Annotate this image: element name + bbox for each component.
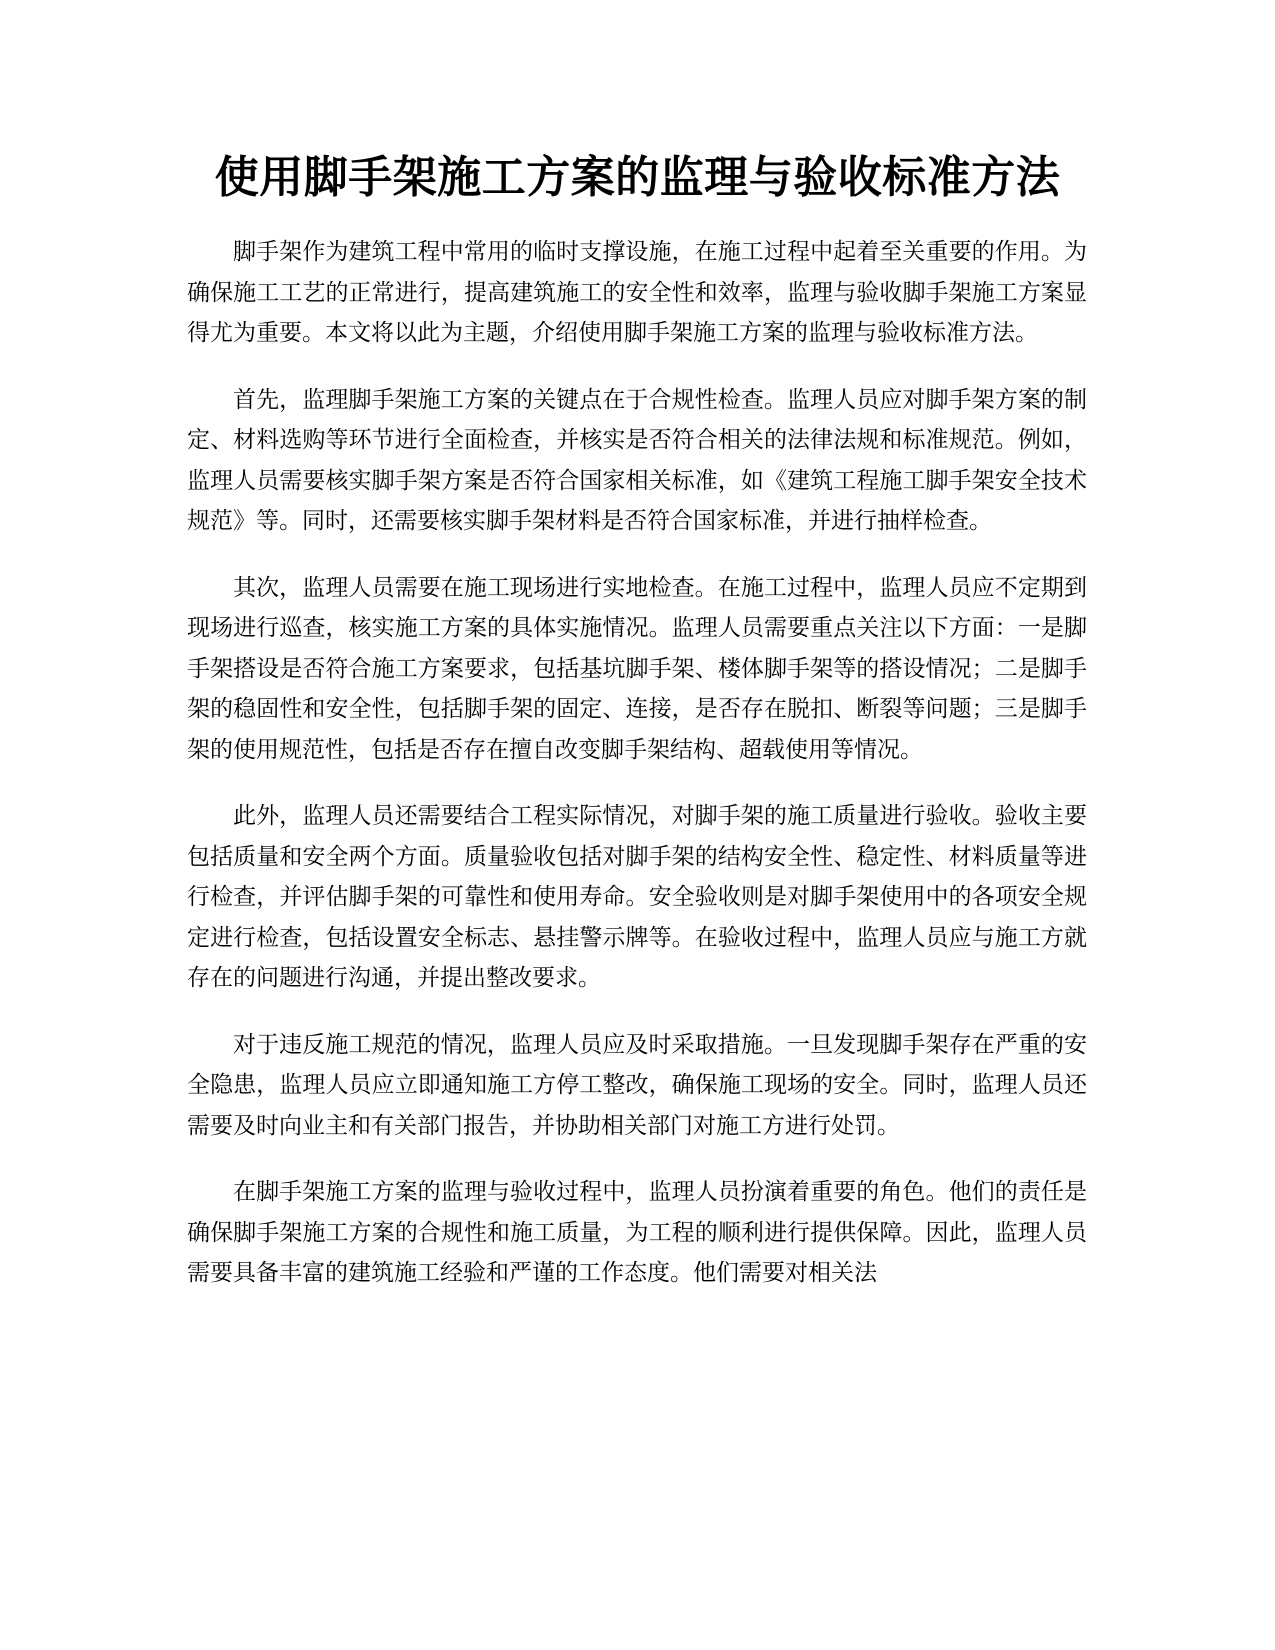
document-body	[187, 232, 1087, 1320]
paragraph-violations: 对于违反施工规范的情况，监理人员应及时采取措施。一旦发现脚手架存在严重的安全隐患，监理人员应立即通知施工方停工整改，确保施工现场的安全。同时，监理人员还需要及时向业主和有关部门报告，并协助相关部门对施工方进行处罚。	[187, 1031, 1087, 1139]
paragraph-site-inspection: 其次，监理人员需要在施工现场进行实地检查。在施工过程中，监理人员应不定期到现场进行巡查，核实施工方案的具体实施情况。监理人员需要重点关注以下方面：一是脚手架搭设是否符合施工方案要求，包括基坑脚手架、楼体脚手架等的搭设情况；二是脚手架的稳固性和安全性，包括脚手架的固定、连接，是否存在脱扣、断裂等问题；三是脚手架的使用规范性，包括是否存在擅自改变脚手架结构、超载使用等情况。	[187, 574, 1087, 763]
document-title: 使用脚手架施工方案的监理与验收标准方法	[214, 152, 1061, 203]
paragraph-intro: 脚手架作为建筑工程中常用的临时支撑设施，在施工过程中起着至关重要的作用。为确保施工工艺的正常进行，提高建筑施工的安全性和效率，监理与验收脚手架施工方案显得尤为重要。本文将以此为主题，介绍使用脚手架施工方案的监理与验收标准方法。	[187, 239, 1087, 346]
paragraph-compliance-check: 首先，监理脚手架施工方案的关键点在于合规性检查。监理人员应对脚手架方案的制定、材料选购等环节进行全面检查，并核实是否符合相关的法律法规和标准规范。例如，监理人员需要核实脚手架方案是否符合国家相关标准，如《建筑工程施工脚手架安全技术规范》等。同时，还需要核实脚手架材料是否符合国家标准，并进行抽样检查。	[187, 386, 1087, 534]
paragraph-supervisor-role: 在脚手架施工方案的监理与验收过程中，监理人员扮演着重要的角色。他们的责任是确保脚手架施工方案的合规性和施工质量，为工程的顺利进行提供保障。因此，监理人员需要具备丰富的建筑施工经验和严谨的工作态度。他们需要对相关法	[187, 1179, 1087, 1286]
paragraph-acceptance: 此外，监理人员还需要结合工程实际情况，对脚手架的施工质量进行验收。验收主要包括质量和安全两个方面。质量验收包括对脚手架的结构安全性、稳定性、材料质量等进行检查，并评估脚手架的可靠性和使用寿命。安全验收则是对脚手架使用中的各项安全规定进行检查，包括设置安全标志、悬挂警示牌等。在验收过程中，监理人员应与施工方就存在的问题进行沟通，并提出整改要求。	[187, 803, 1087, 991]
